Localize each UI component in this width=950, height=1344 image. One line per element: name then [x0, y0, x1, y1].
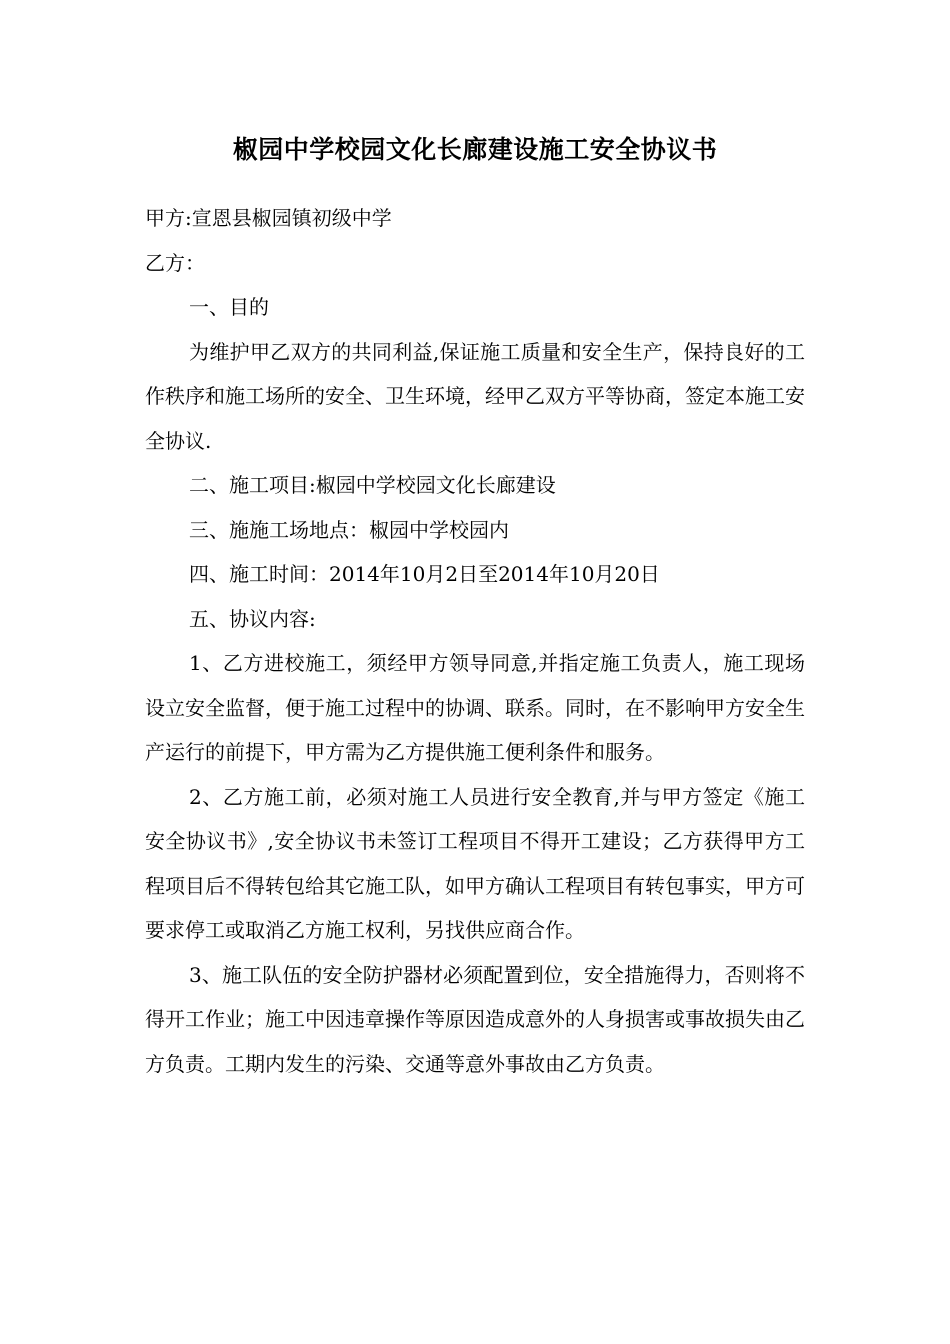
section-3-line: 三、施施工场地点：椒园中学校园内 — [189, 517, 509, 542]
document-title: 椒园中学校园文化长廊建设施工安全协议书 — [232, 135, 718, 164]
party-b-line: 乙方： — [145, 250, 205, 275]
section-2-line: 二、施工项目:椒园中学校园文化长廊建设 — [189, 473, 556, 497]
section-1-heading: 一、目的 — [189, 295, 269, 319]
section-1-paragraph: 为维护甲乙双方的共同利益,保证施工质量和安全生产，保持良好的工作秩序和施工场所的安全、卫生环境，经甲乙双方平等协商，签定本施工安全协议. — [145, 339, 805, 453]
party-a-line: 甲方:宣恩县椒园镇初级中学 — [145, 206, 392, 230]
section-5-heading: 五、协议内容: — [189, 606, 316, 631]
clause-2-paragraph: 2、乙方施工前，必须对施工人员进行安全教育,并与甲方签定《施工安全协议书》,安全协议书未签订工程项目不得开工建设；乙方获得甲方工程项目后不得转包给其它施工队，如甲方确认工程项目有转包事实，甲方可要求停工或取消乙方施工权利，另找供应商合作。 — [145, 784, 805, 942]
section-4-line: 四、施工时间：2014年10月2日至2014年10月20日 — [189, 562, 660, 586]
clause-3-paragraph: 3、施工队伍的安全防护器材必须配置到位，安全措施得力，否则将不得开工作业；施工中因违章操作等原因造成意外的人身损害或事故损失由乙方负责。工期内发生的污染、交通等意外事故由乙方负责。 — [145, 962, 805, 1076]
document-body — [145, 196, 805, 1086]
clause-1-paragraph: 1、乙方进校施工，须经甲方领导同意,并指定施工负责人，施工现场设立安全监督，便于施工过程中的协调、联系。同时，在不影响甲方安全生产运行的前提下，甲方需为乙方提供施工便利条件和服务。 — [145, 651, 805, 764]
